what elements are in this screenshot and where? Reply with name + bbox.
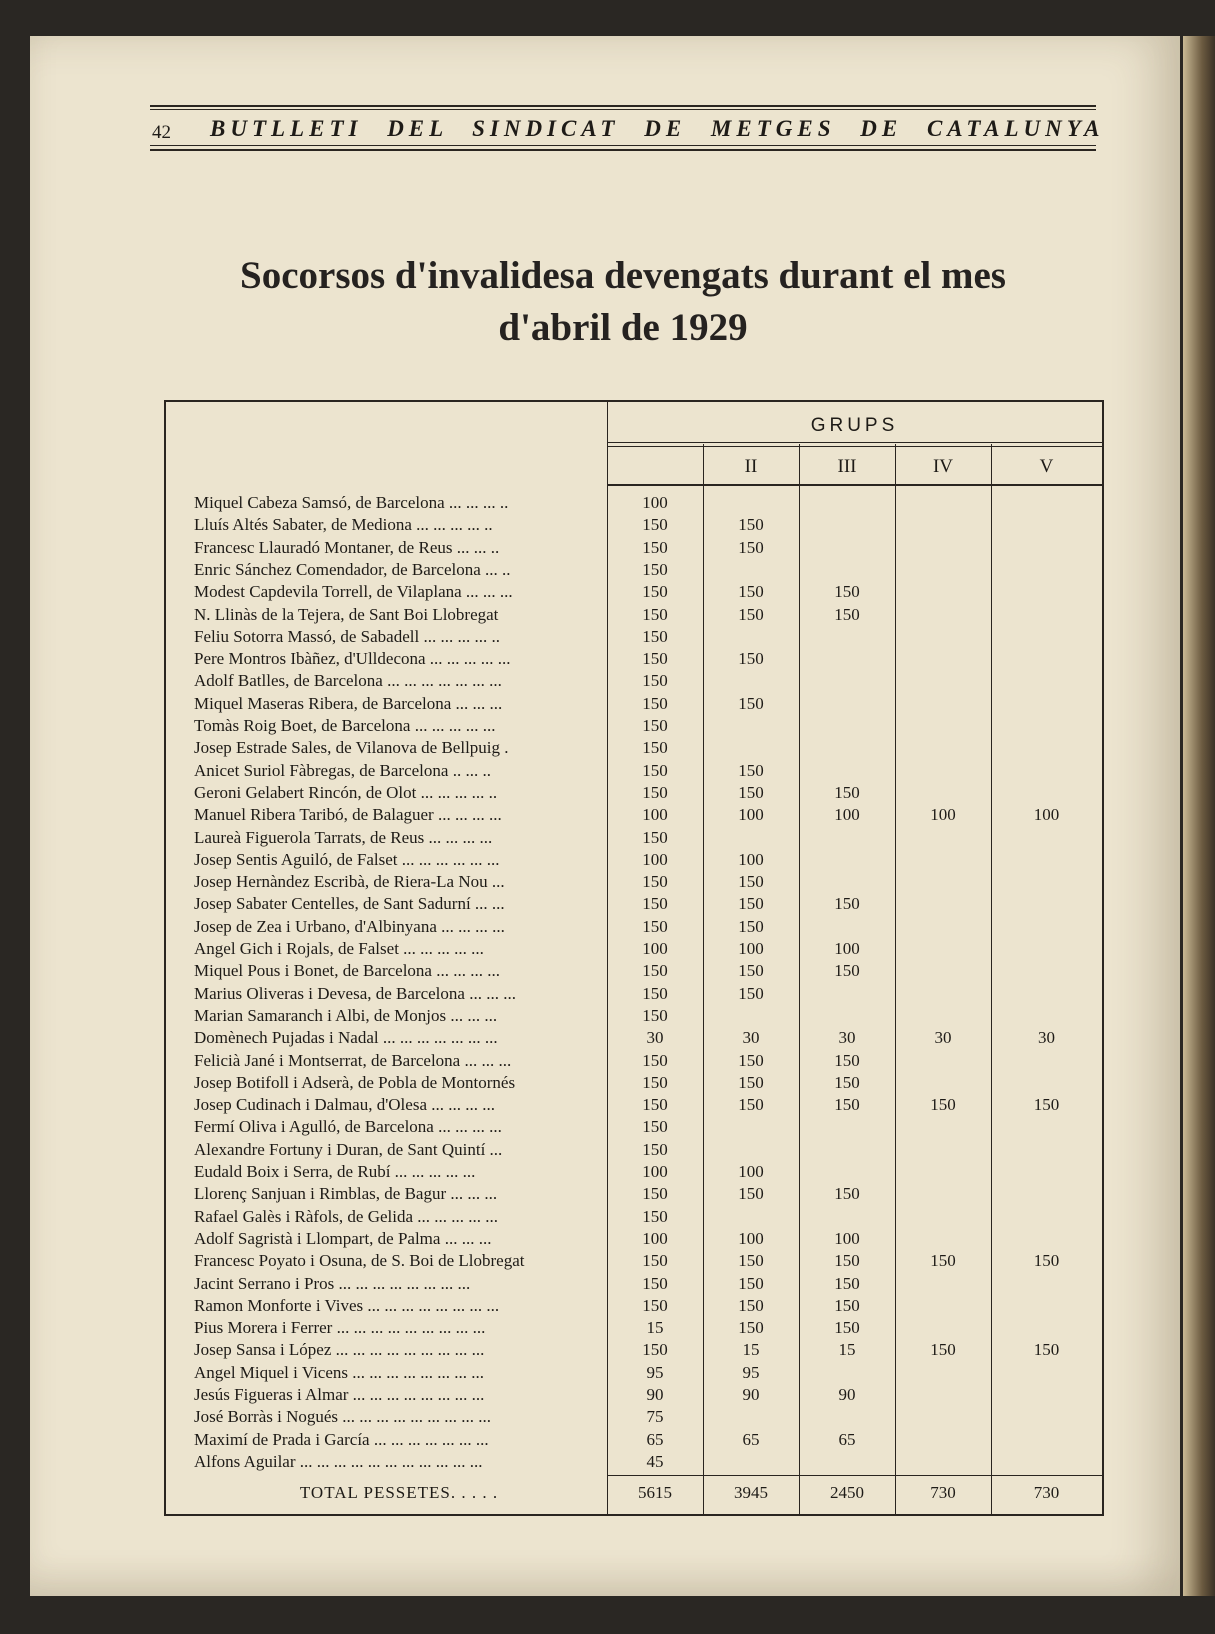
- row-value: 30: [1038, 1028, 1055, 1048]
- row-value: 150: [834, 1184, 860, 1204]
- row-value: 150: [834, 604, 860, 624]
- row-value: 95: [742, 1362, 760, 1382]
- total-col-iii: 2450: [830, 1483, 864, 1502]
- column-head-rule: [607, 484, 1104, 486]
- row-name: Miquel Pous i Bonet, de Barcelona ... ... ... ...: [194, 961, 500, 981]
- row-value: 150: [738, 961, 764, 981]
- row-value: 100: [738, 939, 764, 958]
- row-name: Eudald Boix i Serra, de Rubí ... ... ... ... ...: [194, 1162, 476, 1181]
- column-header-v: V: [1039, 456, 1054, 477]
- row-value: 150: [738, 582, 764, 602]
- table-row: [164, 804, 1104, 826]
- row-value: 150: [834, 1273, 860, 1293]
- row-name: Angel Gich i Rojals, de Falset ... ... ... ... ...: [194, 939, 484, 958]
- row-value: 150: [834, 894, 860, 914]
- journal-title: BUTLLETI DEL SINDICAT DE METGES DE CATALUNYA: [210, 116, 1105, 141]
- row-value: 150: [738, 649, 764, 669]
- row-value: 150: [738, 916, 764, 936]
- running-header: [150, 105, 1105, 160]
- table-row: [164, 983, 1104, 1005]
- column-header-ii: II: [744, 456, 758, 477]
- row-name: Fermí Oliva i Agulló, de Barcelona ... ... ... ...: [194, 1117, 502, 1137]
- table-row: [164, 648, 1104, 670]
- table-row: [164, 693, 1104, 715]
- title-line-1: Socorsos d'invalidesa devengats durant el mes: [240, 254, 1006, 297]
- row-value: 100: [834, 1228, 860, 1248]
- row-value: 150: [834, 582, 860, 602]
- table-row: [164, 1116, 1104, 1138]
- row-value: 100: [930, 805, 956, 825]
- total-col-iv: 730: [930, 1483, 956, 1502]
- table-row: [164, 1362, 1104, 1384]
- table-row: [164, 1406, 1104, 1428]
- row-value: 150: [642, 1095, 668, 1115]
- row-value: 150: [738, 604, 764, 624]
- row-value: 150: [642, 760, 668, 780]
- table-row: [164, 871, 1104, 893]
- total-col-v: 730: [1033, 1483, 1060, 1502]
- total-col-ii: 3945: [734, 1483, 768, 1502]
- row-value: 150: [642, 671, 668, 691]
- table-row: [164, 1273, 1104, 1295]
- row-name: N. Llinàs de la Tejera, de Sant Boi Llobregat: [194, 604, 499, 624]
- row-value: 100: [834, 939, 860, 958]
- header-rule: [150, 149, 1096, 151]
- row-value: 100: [1033, 805, 1060, 825]
- table-row: [164, 849, 1104, 871]
- row-value: 150: [834, 1050, 860, 1070]
- row-value: 150: [642, 537, 668, 557]
- table-row: [164, 604, 1104, 626]
- table-row: [164, 1429, 1104, 1451]
- row-value: 150: [738, 894, 764, 914]
- row-value: 150: [834, 961, 860, 981]
- row-name: Josep de Zea i Urbano, d'Albinyana ... ... ... ...: [194, 916, 505, 936]
- row-value: 100: [642, 1162, 668, 1181]
- row-name: Josep Sabater Centelles, de Sant Sadurní ... ...: [194, 894, 505, 914]
- row-value: 150: [738, 782, 764, 802]
- table-row: [164, 1206, 1104, 1228]
- table-row: [164, 960, 1104, 982]
- table-row: [164, 916, 1104, 938]
- row-value: 150: [738, 1318, 764, 1338]
- row-name: Miquel Maseras Ribera, de Barcelona ... ... ...: [194, 693, 503, 713]
- row-value: 150: [642, 738, 668, 758]
- table-top-rule: [164, 400, 1104, 402]
- header-rule: [150, 109, 1096, 110]
- table-row: [164, 1072, 1104, 1094]
- row-value: 150: [738, 1273, 764, 1293]
- table-row: [164, 1183, 1104, 1205]
- row-name: Rafael Galès i Ràfols, de Gelida ... ... ... ... ...: [194, 1206, 499, 1226]
- table-row: [164, 893, 1104, 915]
- table-row: [164, 1027, 1104, 1049]
- table-row: [164, 559, 1104, 581]
- row-value: 150: [642, 1273, 668, 1293]
- row-value: 100: [738, 1228, 764, 1248]
- total-row: [164, 1479, 1104, 1507]
- total-rule: [607, 1475, 1104, 1476]
- row-value: 15: [646, 1318, 664, 1338]
- row-name: José Borràs i Nogués ... ... ... ... ... ... ... ... ...: [194, 1407, 492, 1427]
- row-value: 150: [738, 693, 764, 713]
- row-name: Alexandre Fortuny i Duran, de Sant Quintí ...: [194, 1139, 503, 1159]
- row-value: 150: [930, 1251, 956, 1271]
- row-name: Llorenç Sanjuan i Rimblas, de Bagur ... ... ...: [194, 1184, 498, 1204]
- row-value: 150: [1033, 1340, 1060, 1360]
- table-row: [164, 760, 1104, 782]
- row-name: Adolf Sagristà i Llompart, de Palma ... ... ...: [194, 1228, 492, 1248]
- grups-rule: [607, 446, 1104, 447]
- table-row: [164, 1161, 1104, 1183]
- row-value: 90: [742, 1385, 760, 1404]
- row-value: 100: [738, 1162, 764, 1181]
- row-value: 150: [738, 1072, 764, 1092]
- row-value: 150: [642, 983, 668, 1003]
- header-rule: [150, 105, 1096, 107]
- row-name: Josep Botifoll i Adserà, de Pobla de Montornés: [194, 1072, 516, 1092]
- row-value: 150: [738, 983, 764, 1003]
- row-value: 150: [642, 782, 668, 802]
- column-header-iii: III: [837, 456, 857, 477]
- row-value: 65: [838, 1429, 856, 1449]
- row-value: 30: [646, 1028, 664, 1048]
- table-bottom-rule: [164, 1514, 1104, 1516]
- row-value: 150: [1033, 1095, 1060, 1115]
- row-value: 150: [642, 894, 668, 914]
- table-row: [164, 1317, 1104, 1339]
- row-value: 150: [642, 872, 668, 892]
- total-col-i: 5615: [638, 1483, 672, 1502]
- row-value: 100: [738, 805, 764, 825]
- row-value: 150: [738, 537, 764, 557]
- row-name: Marius Oliveras i Devesa, de Barcelona ... ... ...: [194, 983, 516, 1003]
- row-name: Felicià Jané i Montserrat, de Barcelona ... ... ...: [194, 1050, 512, 1070]
- row-name: Angel Miquel i Vicens ... ... ... ... ... ... ... ...: [194, 1362, 485, 1382]
- row-value: 150: [1033, 1251, 1060, 1271]
- row-value: 150: [738, 760, 764, 780]
- table-row: [164, 670, 1104, 692]
- row-name: Ramon Monforte i Vives ... ... ... ... ... ... ... ...: [194, 1295, 500, 1315]
- row-value: 150: [642, 559, 668, 579]
- table-row: [164, 1139, 1104, 1161]
- page-title: [150, 250, 1096, 354]
- row-value: 150: [642, 827, 668, 847]
- row-value: 95: [646, 1362, 664, 1382]
- table-row: [164, 514, 1104, 536]
- row-value: 150: [738, 1095, 764, 1115]
- row-value: 65: [742, 1429, 760, 1449]
- row-value: 150: [642, 1206, 668, 1226]
- row-value: 90: [838, 1385, 856, 1404]
- row-value: 75: [646, 1407, 664, 1427]
- row-value: 150: [738, 1295, 764, 1315]
- row-value: 30: [742, 1028, 760, 1048]
- row-value: 150: [834, 1095, 860, 1115]
- row-name: Josep Hernàndez Escribà, de Riera-La Nou ...: [194, 872, 505, 892]
- row-name: Marian Samaranch i Albi, de Monjos ... ... ...: [194, 1005, 498, 1025]
- row-name: Josep Sentis Aguiló, de Falset ... ... ... ... ... ...: [194, 849, 500, 869]
- row-value: 150: [642, 716, 668, 735]
- row-name: Geroni Gelabert Rincón, de Olot ... ... ... ... ..: [194, 782, 498, 802]
- row-value: 150: [642, 1184, 668, 1204]
- title-line-2: d'abril de 1929: [498, 306, 748, 349]
- row-name: Josep Sansa i López ... ... ... ... ... ... ... ... ...: [194, 1340, 485, 1360]
- row-value: 150: [642, 1139, 668, 1159]
- row-name: Adolf Batlles, de Barcelona ... ... ... ... ... ... ...: [194, 671, 502, 691]
- row-value: 150: [642, 1295, 668, 1315]
- row-name: Jacint Serrano i Pros ... ... ... ... ... ... ... ...: [194, 1273, 471, 1293]
- table-row: [164, 1295, 1104, 1317]
- column-header-iv: IV: [932, 456, 954, 477]
- row-value: 150: [834, 782, 860, 802]
- row-value: 150: [642, 693, 668, 713]
- row-value: 150: [642, 1072, 668, 1092]
- table-row: [164, 1250, 1104, 1272]
- row-value: 150: [738, 872, 764, 892]
- page-number: 42: [152, 122, 171, 143]
- row-name: Feliu Sotorra Massó, de Sabadell ... ... ... ... ..: [194, 626, 500, 646]
- row-name: Maximí de Prada i García ... ... ... ... ... ... ...: [194, 1429, 489, 1449]
- row-value: 150: [642, 604, 668, 624]
- row-name: Anicet Suriol Fàbregas, de Barcelona .. ... ..: [194, 760, 491, 780]
- row-value: 150: [642, 916, 668, 936]
- row-value: 150: [930, 1340, 956, 1360]
- row-value: 150: [738, 1050, 764, 1070]
- table-row: [164, 715, 1104, 737]
- table-row: [164, 827, 1104, 849]
- header-rule: [150, 145, 1096, 146]
- row-value: 30: [838, 1028, 856, 1048]
- grups-header: GRUPS: [810, 415, 899, 436]
- row-value: 150: [642, 1340, 668, 1360]
- row-value: 100: [738, 849, 764, 869]
- row-name: Francesc Poyato i Osuna, de S. Boi de Llobregat: [194, 1251, 525, 1271]
- row-value: 150: [642, 961, 668, 981]
- row-value: 150: [834, 1072, 860, 1092]
- row-value: 150: [642, 1251, 668, 1271]
- row-name: Enric Sánchez Comendador, de Barcelona ... ..: [194, 559, 511, 579]
- row-name: Laureà Figuerola Tarrats, de Reus ... ... ... ...: [194, 827, 493, 847]
- row-value: 45: [646, 1451, 664, 1471]
- book-spine: [1183, 36, 1215, 1596]
- row-name: Josep Estrade Sales, de Vilanova de Bellpuig .: [194, 738, 509, 758]
- table-row: [164, 537, 1104, 559]
- row-value: 150: [930, 1095, 956, 1115]
- row-name: Jesús Figueras i Almar ... ... ... ... ... ... ... ...: [194, 1385, 485, 1404]
- table-row: [164, 1094, 1104, 1116]
- row-name: Josep Cudinach i Dalmau, d'Olesa ... ... ... ...: [194, 1095, 495, 1115]
- table-row: [164, 1228, 1104, 1250]
- grups-rule: [607, 442, 1104, 443]
- row-name: Pere Montros Ibàñez, d'Ulldecona ... ... ... ... ...: [194, 649, 511, 669]
- table-row: [164, 1451, 1104, 1473]
- row-value: 100: [642, 939, 668, 958]
- row-name: Manuel Ribera Taribó, de Balaguer ... ... ... ...: [194, 805, 502, 825]
- row-value: 150: [834, 1318, 860, 1338]
- table-row: [164, 492, 1104, 514]
- table-row: [164, 782, 1104, 804]
- row-value: 150: [738, 1251, 764, 1271]
- row-value: 15: [742, 1340, 760, 1360]
- row-value: 100: [834, 805, 860, 825]
- row-name: Domènech Pujadas i Nadal ... ... ... ... ... ... ...: [194, 1028, 498, 1048]
- table-row: [164, 626, 1104, 648]
- row-value: 150: [642, 582, 668, 602]
- row-name: Pius Morera i Ferrer ... ... ... ... ... ... ... ... ...: [194, 1318, 486, 1338]
- table-row: [164, 1384, 1104, 1406]
- table-row: [164, 581, 1104, 603]
- row-name: Miquel Cabeza Samsó, de Barcelona ... ... ... ..: [194, 493, 509, 512]
- row-value: 150: [642, 1005, 668, 1025]
- row-value: 100: [642, 849, 668, 869]
- row-value: 150: [738, 1184, 764, 1204]
- row-value: 100: [642, 1228, 668, 1248]
- row-value: 150: [642, 626, 668, 646]
- row-value: 150: [738, 515, 764, 535]
- row-value: 65: [646, 1429, 664, 1449]
- row-name: Tomàs Roig Boet, de Barcelona ... ... ... ... ...: [194, 716, 496, 735]
- row-name: Francesc Llauradó Montaner, de Reus ... ... ..: [194, 537, 500, 557]
- row-value: 150: [642, 515, 668, 535]
- row-value: 150: [642, 1117, 668, 1137]
- row-name: Alfons Aguilar ... ... ... ... ... ... ... ... ... ... ...: [194, 1451, 483, 1471]
- table-row: [164, 1339, 1104, 1361]
- row-value: 150: [834, 1251, 860, 1271]
- table-row: [164, 1005, 1104, 1027]
- row-value: 150: [834, 1295, 860, 1315]
- row-value: 100: [642, 493, 668, 512]
- table-row: [164, 737, 1104, 759]
- row-value: 150: [642, 649, 668, 669]
- table-row: [164, 1050, 1104, 1072]
- benefits-table: [164, 400, 1104, 1516]
- row-value: 15: [838, 1340, 856, 1360]
- row-value: 100: [642, 805, 668, 825]
- row-value: 30: [934, 1028, 952, 1048]
- table-row: [164, 938, 1104, 960]
- row-value: 90: [646, 1385, 664, 1404]
- row-name: Lluís Altés Sabater, de Mediona ... ... ... ... ..: [194, 515, 493, 535]
- row-value: 150: [642, 1050, 668, 1070]
- total-label: TOTAL PESSETES. . . . .: [299, 1483, 499, 1502]
- row-name: Modest Capdevila Torrell, de Vilaplana ... ... ...: [194, 582, 513, 602]
